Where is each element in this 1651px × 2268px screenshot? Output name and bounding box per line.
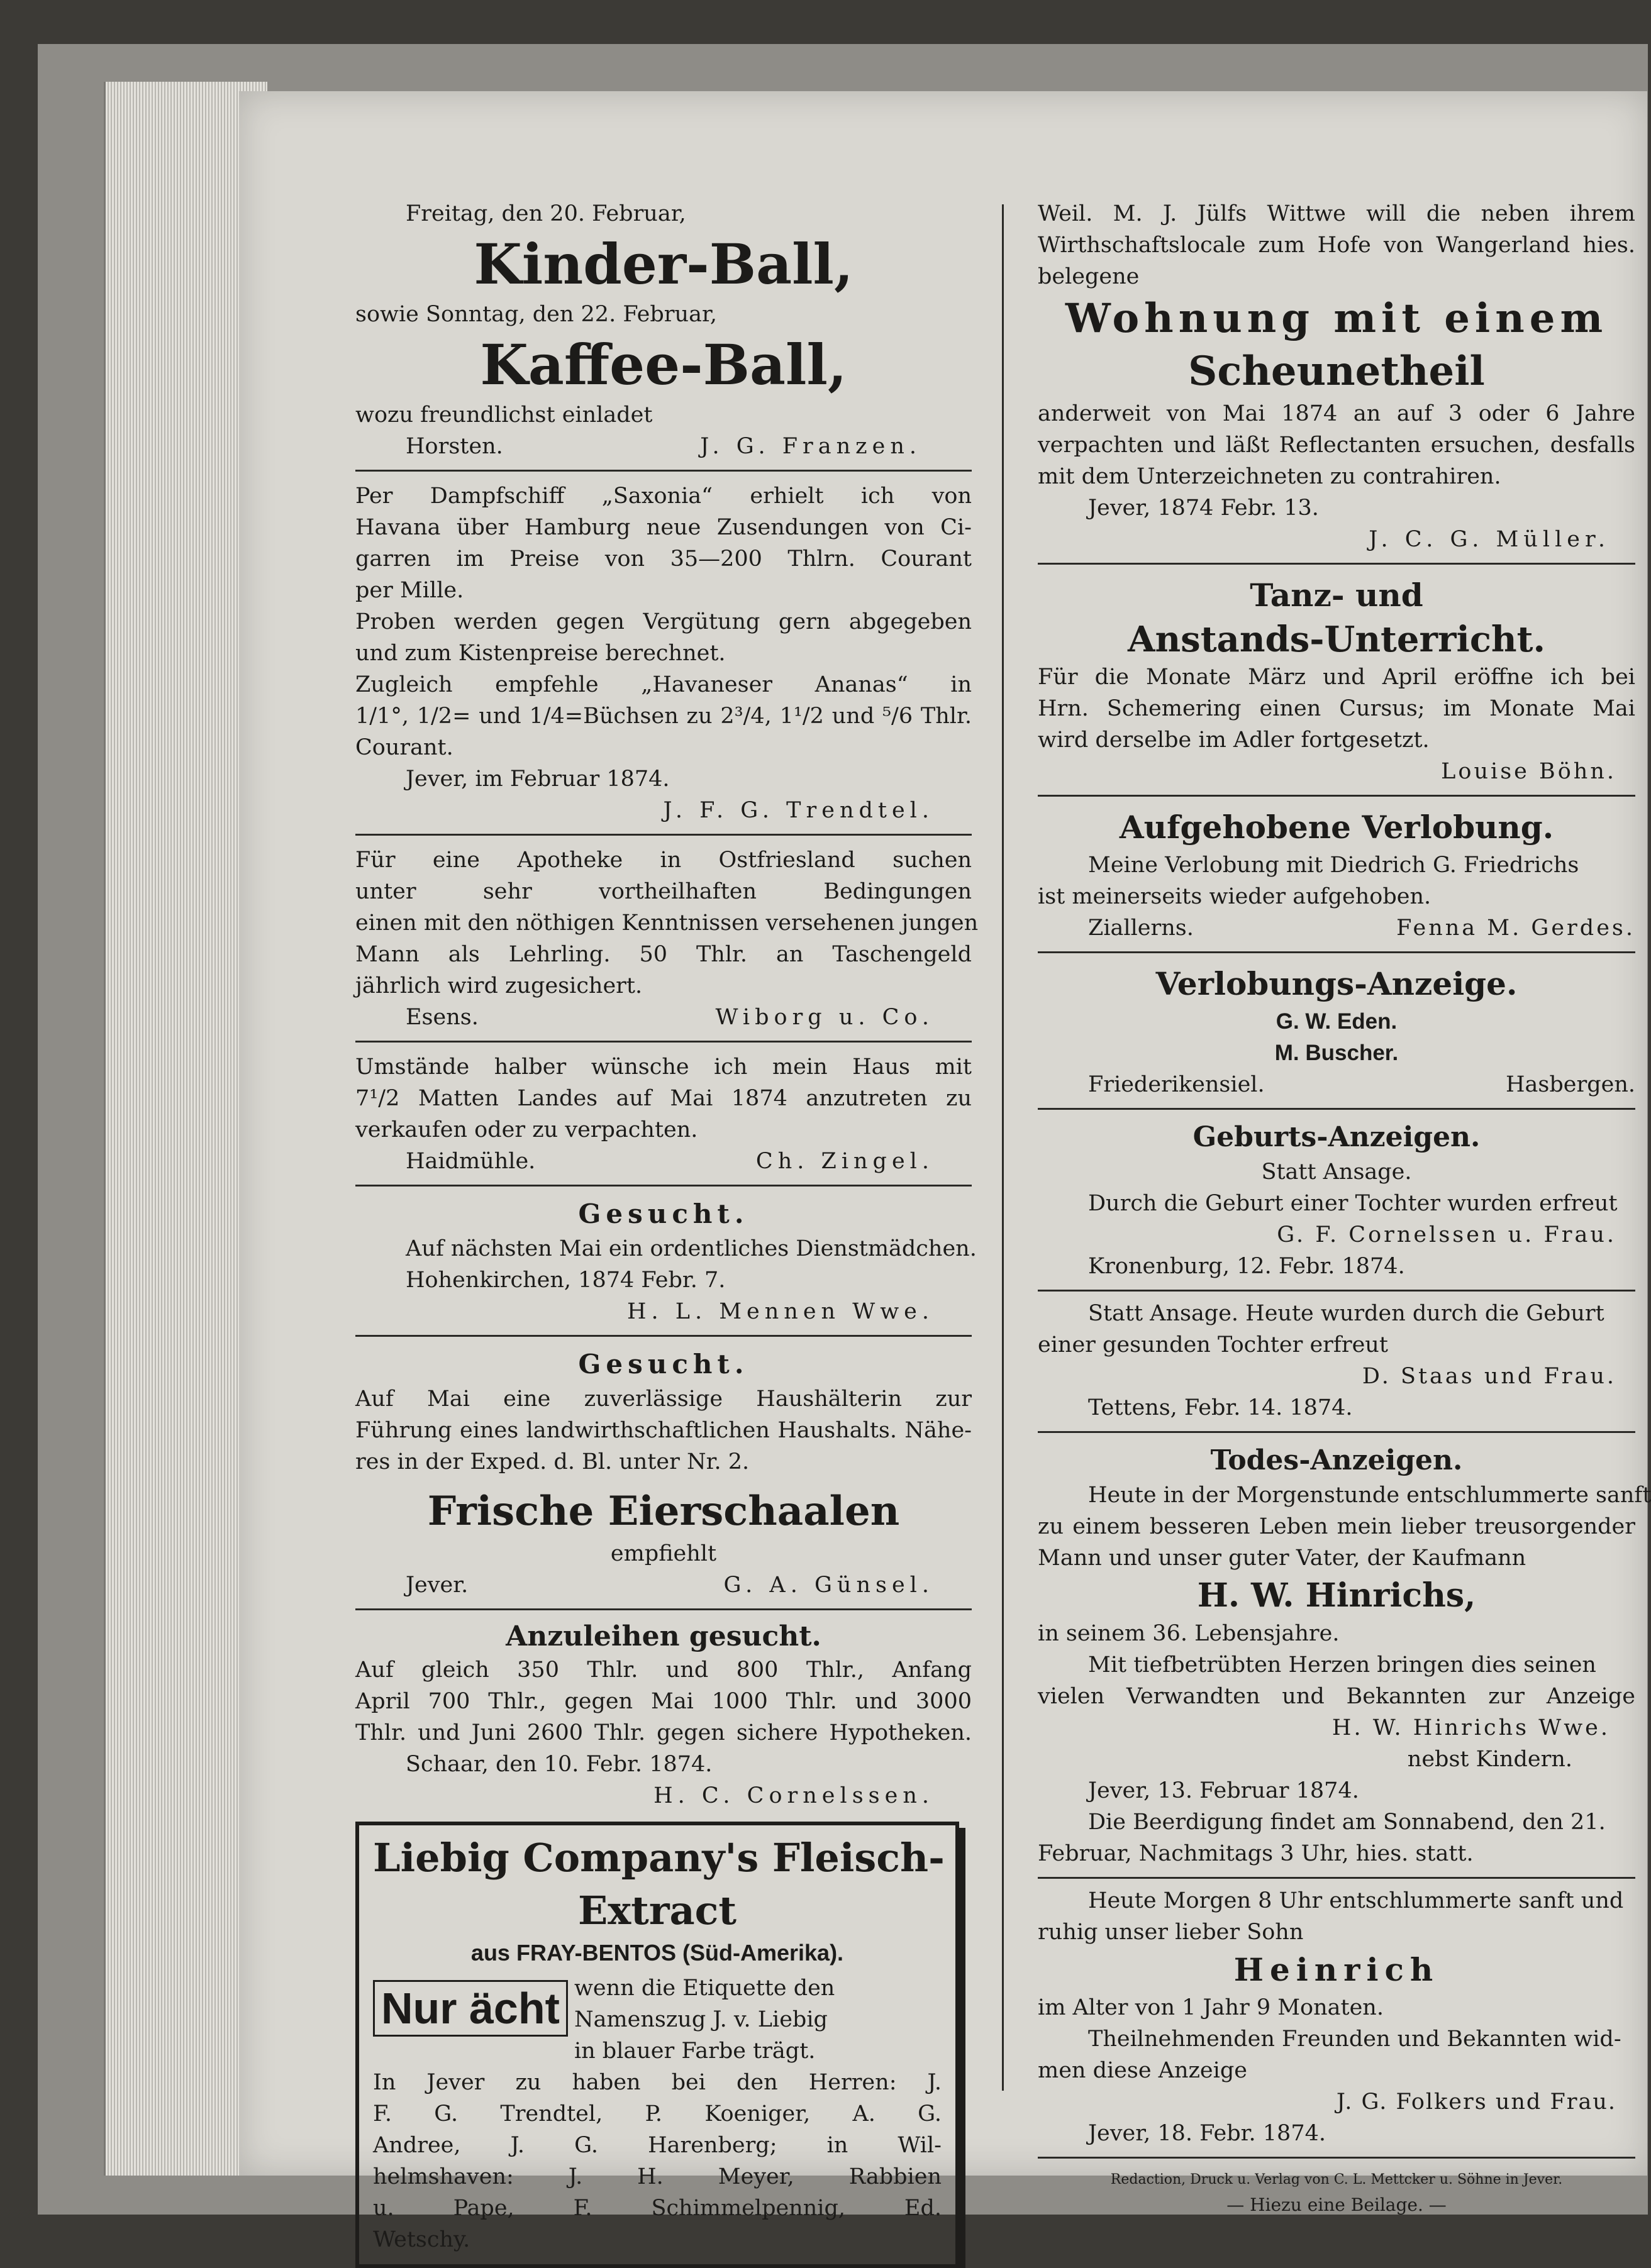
ad-verlobungs-anzeige bbox=[1038, 962, 1635, 1100]
ad-title: Scheunetheil bbox=[1188, 348, 1485, 395]
ad-signature-row bbox=[355, 1146, 972, 1177]
ad-title: Todes-Anzeigen. bbox=[1210, 1444, 1463, 1476]
ad-text-line: verkaufen oder zu verpachten. bbox=[355, 1117, 698, 1142]
ad-haus bbox=[355, 1051, 972, 1177]
ad-text-line: Mann und unser guter Vater, der Kaufmann bbox=[1038, 1546, 1526, 1571]
left-column bbox=[355, 198, 979, 2268]
ad-signature-row bbox=[1038, 912, 1635, 944]
ad-text-line: Wirthschaftslocale zum Hofe von Wangerland hies. bbox=[1038, 233, 1635, 258]
ad-text-line: helmshaven: J. H. Meyer, Rabbien bbox=[373, 2164, 942, 2189]
ad-signature: D. Staas und Frau. bbox=[1362, 1364, 1616, 1389]
ad-text-line: ruhig unser lieber Sohn bbox=[1038, 1920, 1304, 1945]
ad-text-line: u. Pape, F. Schimmelpennig, Ed. bbox=[373, 2196, 942, 2221]
ad-text-line: Courant. bbox=[355, 735, 453, 760]
ad-text-line: Heute in der Morgenstunde entschlummerte sanft bbox=[1088, 1483, 1651, 1508]
deceased-name: H. W. Hinrichs, bbox=[1197, 1576, 1476, 1615]
imprint-footer bbox=[1038, 2167, 1635, 2218]
ad-gesucht-2 bbox=[355, 1346, 972, 1478]
ad-text-line: verpachten und läßt Reflectanten ersuchen, desfalls bbox=[1038, 433, 1635, 458]
ad-title: Frische Eierschaalen bbox=[427, 1488, 900, 1535]
ad-title: Kaffee-Ball, bbox=[480, 332, 847, 397]
deceased-name: Heinrich bbox=[1233, 1951, 1440, 1988]
ad-text-line: Für die Monate März und April eröffne ich bei bbox=[1038, 665, 1635, 690]
ad-place-date: Tettens, Febr. 14. 1874. bbox=[1088, 1395, 1353, 1420]
ad-todes-anzeigen bbox=[1038, 1442, 1651, 1869]
ad-text-line: April 700 Thlr., gegen Mai 1000 Thlr. und 3000 bbox=[355, 1689, 972, 1714]
ad-title: Verlobungs-Anzeige. bbox=[1155, 965, 1518, 1002]
ad-signature: J. F. G. Trendtel. bbox=[663, 798, 934, 823]
ad-separator bbox=[1038, 563, 1635, 565]
ad-anzuleihen bbox=[355, 1619, 972, 1812]
ad-title: Tanz- und bbox=[1250, 577, 1423, 614]
ad-name: G. W. Eden. bbox=[1276, 1009, 1398, 1034]
ad-place-date: Jever, im Februar 1874. bbox=[406, 766, 670, 792]
liebig-authenticity-text bbox=[574, 1972, 942, 2067]
ad-text-line: Umstände halber wünsche ich mein Haus mit bbox=[355, 1054, 972, 1080]
ad-text-line: in blauer Farbe trägt. bbox=[574, 2038, 816, 2064]
ad-text-line: Andree, J. G. Harenberg; in Wil- bbox=[373, 2133, 942, 2158]
ad-signature: Ch. Zingel. bbox=[755, 1149, 934, 1174]
ad-subtitle: Statt Ansage. bbox=[1261, 1159, 1412, 1185]
ad-todesanzeige-heinrich bbox=[1038, 1885, 1635, 2149]
ad-signature: J. C. G. Müller. bbox=[1369, 527, 1610, 552]
ad-apotheke bbox=[355, 844, 979, 1033]
ad-text-line: Auf gleich 350 Thlr. und 800 Thlr., Anfang bbox=[355, 1657, 972, 1683]
ad-date: Freitag, den 20. Februar, bbox=[406, 201, 686, 226]
ad-signature-row bbox=[355, 431, 972, 462]
ad-text-line: Per Dampfschiff „Saxonia“ erhielt ich von bbox=[355, 484, 972, 509]
ad-text-line: Februar, Nachmitags 3 Uhr, hies. statt. bbox=[1038, 1841, 1474, 1866]
liebig-origin: aus FRAY-BENTOS (Süd-Amerika). bbox=[470, 1940, 844, 1966]
ad-text-line: Hohenkirchen, 1874 Febr. 7. bbox=[406, 1268, 726, 1293]
ad-signature-row bbox=[355, 1002, 972, 1033]
ad-text-line: Mann als Lehrling. 50 Thlr. an Taschengeld bbox=[355, 942, 972, 967]
ad-eierschaalen bbox=[355, 1485, 972, 1601]
ad-text-line: res in der Exped. d. Bl. unter Nr. 2. bbox=[355, 1449, 750, 1474]
ad-separator bbox=[1038, 1290, 1635, 1292]
liebig-authenticity-row bbox=[373, 1972, 942, 2067]
ad-signature: G. A. Günsel. bbox=[723, 1573, 934, 1598]
ad-separator bbox=[1038, 795, 1635, 797]
ad-signature: nebst Kindern. bbox=[1407, 1747, 1572, 1772]
ad-gesucht-1 bbox=[355, 1195, 977, 1327]
ad-text-line: Heute Morgen 8 Uhr entschlummerte sanft und bbox=[1088, 1888, 1624, 1913]
ad-title: Aufgehobene Verlobung. bbox=[1119, 809, 1554, 846]
ad-text-line: garren im Preise von 35—200 Thlrn. Courant bbox=[355, 546, 972, 572]
ad-signature: Fenna M. Gerdes. bbox=[1396, 915, 1635, 941]
ad-place-date: Kronenburg, 12. Febr. 1874. bbox=[1088, 1254, 1405, 1279]
ad-kinder-ball bbox=[355, 198, 972, 462]
ad-separator bbox=[1038, 1108, 1635, 1110]
ad-text-line: Wetschy. bbox=[373, 2227, 470, 2252]
ad-text-line: per Mille. bbox=[355, 578, 464, 603]
ad-geburts-anzeigen bbox=[1038, 1119, 1635, 1282]
ad-title: Anstands-Unterricht. bbox=[1128, 619, 1545, 660]
liebig-title: Extract bbox=[577, 1888, 737, 1933]
ad-text-line: Proben werden gegen Vergütung gern abgegeben bbox=[355, 609, 972, 634]
ad-separator bbox=[1038, 1877, 1635, 1879]
ad-text-line: anderweit von Mai 1874 an auf 3 oder 6 Jahre bbox=[1038, 401, 1635, 426]
ad-text-line: Thlr. und Juni 2600 Thlr. gegen sichere Hypotheken. bbox=[355, 1720, 972, 1745]
ad-separator bbox=[1038, 1431, 1635, 1433]
ad-title: Geburts-Anzeigen. bbox=[1192, 1121, 1481, 1153]
ad-text-line: Die Beerdigung findet am Sonnabend, den 21. bbox=[1088, 1810, 1606, 1835]
ad-separator bbox=[355, 834, 972, 836]
ad-signature: H. L. Mennen Wwe. bbox=[626, 1299, 934, 1324]
ad-text-line: In Jever zu haben bei den Herren: J. bbox=[373, 2070, 942, 2095]
ad-signature: H. W. Hinrichs Wwe. bbox=[1331, 1715, 1610, 1740]
ad-text-line: wenn die Etiquette den bbox=[574, 1976, 835, 2001]
ad-place: Jever. bbox=[406, 1573, 469, 1598]
ad-text-line: unter sehr vortheilhaften Bedingungen bbox=[355, 879, 972, 904]
ad-title: Kinder-Ball, bbox=[474, 231, 853, 297]
ad-text-line: Zugleich empfehle „Havaneser Ananas“ in bbox=[355, 672, 972, 697]
ad-place: Friederikensiel. bbox=[1088, 1072, 1265, 1097]
ad-text-line: in seinem 36. Lebensjahre. bbox=[1038, 1621, 1340, 1646]
ad-signature: G. F. Cornelssen u. Frau. bbox=[1277, 1222, 1616, 1247]
ad-name: M. Buscher. bbox=[1274, 1041, 1399, 1065]
ad-text-line: Weil. M. J. Jülfs Wittwe will die neben ihrem bbox=[1038, 201, 1635, 226]
right-column bbox=[1038, 198, 1651, 2218]
ad-place: Hasbergen. bbox=[1506, 1072, 1635, 1097]
ad-text-line: Führung eines landwirthschaftlichen Haushalts. Nähe- bbox=[355, 1418, 972, 1443]
ad-date: sowie Sonntag, den 22. Februar, bbox=[355, 302, 717, 327]
newspaper-page bbox=[239, 91, 1651, 2252]
ad-aufgehobene-verlobung bbox=[1038, 805, 1635, 944]
ad-place: Esens. bbox=[406, 1005, 479, 1030]
imprint-text: Redaction, Druck u. Verlag von C. L. Mettcker u. Söhne in Jever. bbox=[1110, 2172, 1563, 2188]
ad-text-line: Auf Mai eine zuverlässige Haushälterin zur bbox=[355, 1386, 972, 1412]
ad-place: Horsten. bbox=[406, 434, 503, 459]
ad-text-line: jährlich wird zugesichert. bbox=[355, 973, 643, 998]
ad-cigars bbox=[355, 480, 972, 826]
ad-text-line: Havana über Hamburg neue Zusendungen von Ci- bbox=[355, 515, 972, 540]
ad-text-line: Theilnehmenden Freunden und Bekannten wid- bbox=[1088, 2027, 1621, 2052]
ad-separator bbox=[355, 1185, 972, 1187]
ad-signature: Louise Böhn. bbox=[1441, 759, 1616, 784]
ad-text-line: einer gesunden Tochter erfreut bbox=[1038, 1332, 1388, 1358]
footer-separator bbox=[1038, 2157, 1635, 2159]
ad-separator bbox=[355, 470, 972, 472]
ad-subtitle: empfiehlt bbox=[610, 1541, 717, 1566]
ad-text-line: Durch die Geburt einer Tochter wurden erfreut bbox=[1088, 1191, 1618, 1216]
ad-title: Gesucht. bbox=[578, 1349, 749, 1380]
ad-place-date: Jever, 18. Febr. 1874. bbox=[1088, 2121, 1326, 2146]
ad-text-line: 1/1°, 1/2= und 1/4=Büchsen zu 2³/4, 1¹/2 und ⁵/6 Thlr. bbox=[355, 704, 972, 729]
ad-text-line: ist meinerseits wieder aufgehoben. bbox=[1038, 884, 1431, 909]
ad-text-line: wird derselbe im Adler fortgesetzt. bbox=[1038, 727, 1430, 753]
ad-signature: J. G. Franzen. bbox=[700, 434, 921, 459]
ad-separator bbox=[355, 1608, 972, 1610]
ad-geburt-staas bbox=[1038, 1298, 1635, 1424]
ad-text: wozu freundlichst einladet bbox=[355, 402, 653, 428]
ad-signature-row bbox=[355, 1569, 972, 1601]
ad-place-date: Jever, 1874 Febr. 13. bbox=[1088, 495, 1319, 521]
ad-place: Ziallerns. bbox=[1088, 915, 1194, 941]
ad-text-line: einen mit den nöthigen Kenntnissen versehenen jungen bbox=[355, 910, 979, 936]
ad-separator bbox=[355, 1041, 972, 1043]
ad-signature: J. G. Folkers und Frau. bbox=[1336, 2089, 1616, 2115]
ad-title: Wohnung mit einem bbox=[1065, 295, 1608, 342]
liebig-title: Liebig Company's Fleisch- bbox=[373, 1835, 945, 1881]
ad-text-line: Statt Ansage. Heute wurden durch die Geburt bbox=[1088, 1301, 1604, 1326]
ad-text-line: Meine Verlobung mit Diedrich G. Friedrichs bbox=[1088, 853, 1579, 878]
ad-text-line: men diese Anzeige bbox=[1038, 2058, 1247, 2083]
ad-text-line: belegene bbox=[1038, 264, 1140, 289]
ad-tanz bbox=[1038, 573, 1635, 787]
ad-place: Haidmühle. bbox=[406, 1149, 536, 1174]
ad-text-line: Auf nächsten Mai ein ordentliches Dienstmädchen. bbox=[406, 1236, 977, 1261]
ad-signature: H. C. Cornelssen. bbox=[653, 1783, 934, 1808]
ad-text-line: F. G. Trendtel, P. Koeniger, A. G. bbox=[373, 2101, 942, 2127]
ad-text-line: und zum Kistenpreise berechnet. bbox=[355, 641, 726, 666]
ad-text-line: vielen Verwandten und Bekannten zur Anzeige bbox=[1038, 1684, 1635, 1709]
ad-text-line: Hrn. Schemering einen Cursus; im Monate Mai bbox=[1038, 696, 1635, 721]
nur-aecht-label: Nur ächt bbox=[373, 1980, 568, 2037]
ad-place-date: Schaar, den 10. Febr. 1874. bbox=[406, 1752, 713, 1777]
ad-text-line: zu einem besseren Leben mein lieber treusorgender bbox=[1038, 1514, 1635, 1539]
ad-wohnung bbox=[1038, 198, 1635, 555]
ad-text-line: Für eine Apotheke in Ostfriesland suchen bbox=[355, 848, 972, 873]
ad-title: Gesucht. bbox=[578, 1198, 749, 1229]
ad-text-line: mit dem Unterzeichneten zu contrahiren. bbox=[1038, 464, 1501, 489]
ad-place-date: Jever, 13. Februar 1874. bbox=[1088, 1778, 1359, 1803]
ad-text-line: Mit tiefbetrübten Herzen bringen dies seinen bbox=[1088, 1652, 1596, 1678]
ad-separator bbox=[355, 1335, 972, 1337]
ad-signature-row bbox=[1038, 1069, 1635, 1100]
ad-text-line: Namenszug J. v. Liebig bbox=[574, 2007, 828, 2032]
ad-text-line: 7¹/2 Matten Landes auf Mai 1874 anzutreten zu bbox=[355, 1086, 972, 1111]
column-divider bbox=[1002, 204, 1004, 2091]
supplement-note: — Hiezu eine Beilage. — bbox=[1226, 2194, 1447, 2215]
liebig-advertisement bbox=[355, 1822, 959, 2268]
ad-text-line: im Alter von 1 Jahr 9 Monaten. bbox=[1038, 1995, 1384, 2020]
ad-separator bbox=[1038, 951, 1635, 953]
ad-signature: Wiborg u. Co. bbox=[715, 1005, 934, 1030]
ad-title: Anzuleihen gesucht. bbox=[506, 1620, 821, 1652]
